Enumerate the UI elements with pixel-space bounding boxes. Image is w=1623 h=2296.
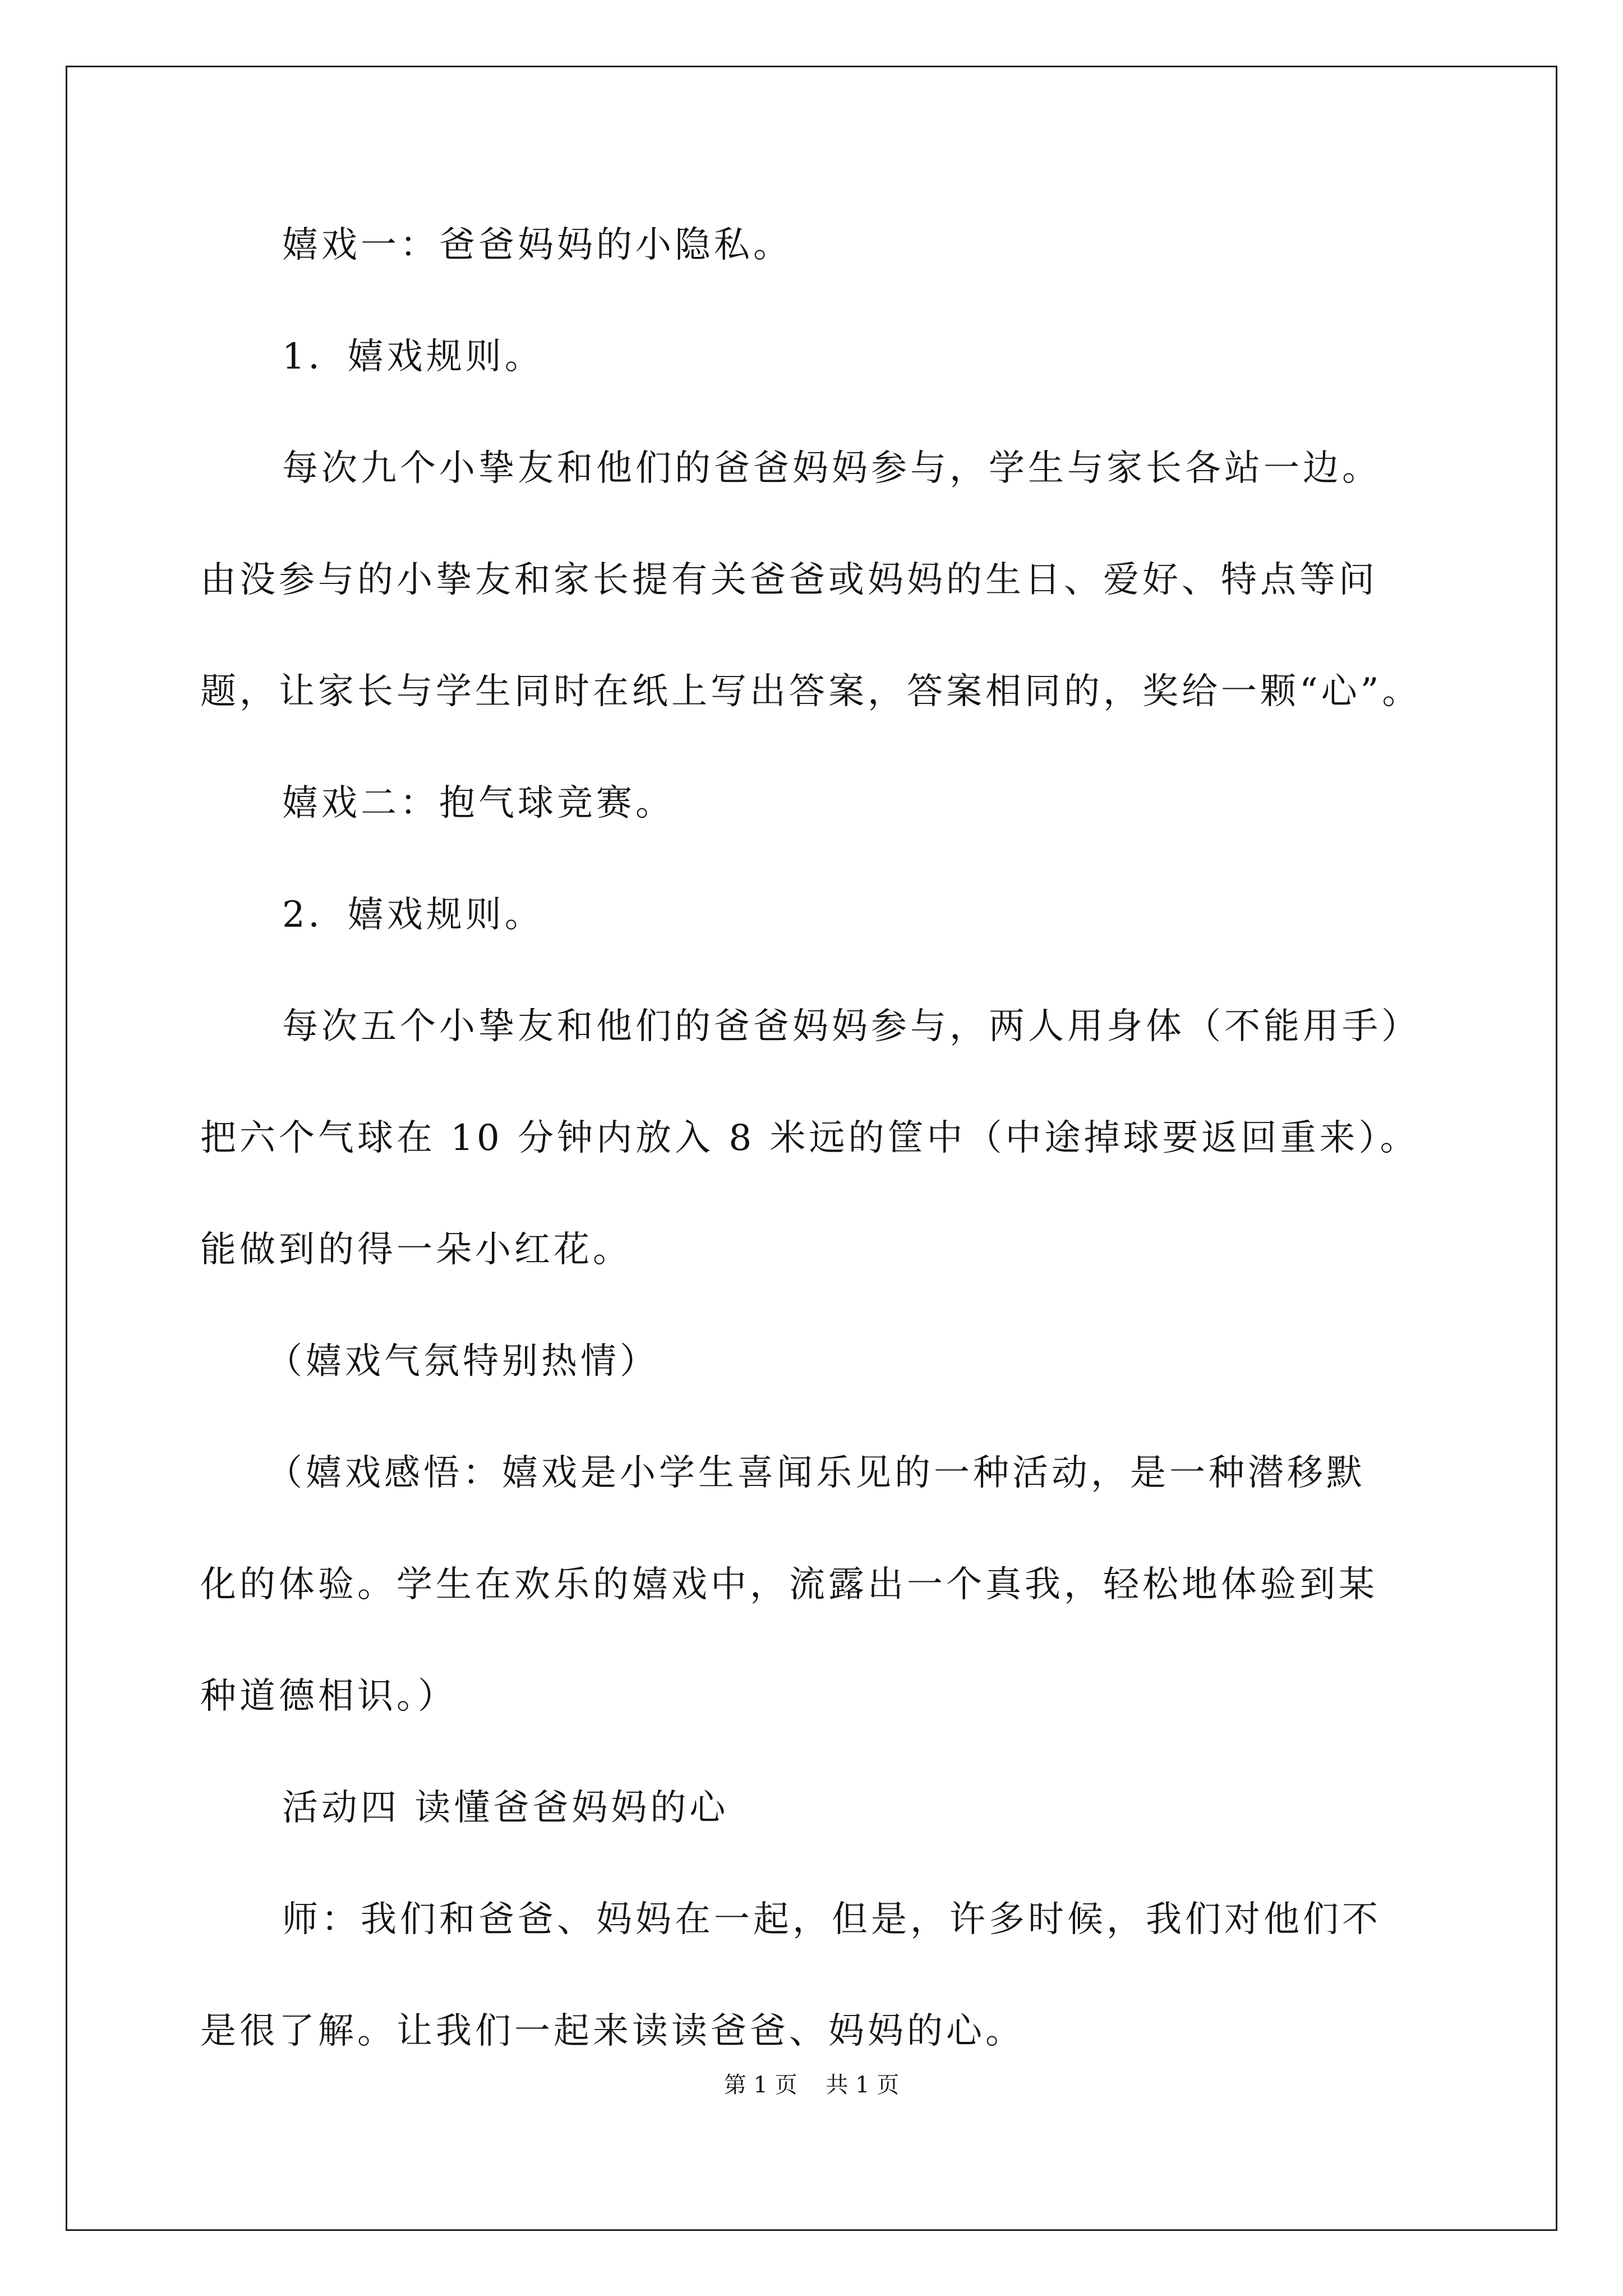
paragraph-line: 能做到的得一朵小红花。 <box>200 1229 632 1271</box>
paragraph-line: 是很了解。让我们一起来读读爸爸、妈妈的心。 <box>200 2010 1025 2052</box>
paragraph-line: 题，让家长与学生同时在纸上写出答案，答案相同的，奖给一颗“心”。 <box>200 671 1422 712</box>
paragraph-line: 每次九个小挚友和他们的爸爸妈妈参与，学生与家长各站一边。 <box>282 448 1381 489</box>
paragraph-line: 种道德相识。） <box>200 1676 457 1717</box>
paragraph-line: 化的体验。学生在欢乐的嬉戏中，流露出一个真我，轻松地体验到某 <box>200 1564 1378 1605</box>
rules-heading-1: 1．嬉戏规则。 <box>282 336 544 378</box>
game-one-heading: 嬉戏一：爸爸妈妈的小隐私。 <box>282 224 792 266</box>
page-footer: 第 1 页 共 1 页 <box>723 2072 900 2098</box>
paragraph-line: 每次五个小挚友和他们的爸爸妈妈参与，两人用身体（不能用手） <box>282 1006 1421 1047</box>
paragraph-line: 把六个气球在 10 分钟内放入 8 米远的筐中（中途掉球要返回重来）。 <box>200 1117 1419 1159</box>
atmosphere-note: （嬉戏气氛特别热情） <box>266 1341 659 1382</box>
activity-four-heading: 活动四 读懂爸爸妈妈的心 <box>282 1787 729 1829</box>
paragraph-line: 师：我们和爸爸、妈妈在一起，但是，许多时候，我们对他们不 <box>282 1899 1381 1940</box>
paragraph-line: （嬉戏感悟：嬉戏是小学生喜闻乐见的一种活动，是一种潜移默 <box>266 1452 1366 1494</box>
game-two-heading: 嬉戏二：抱气球竞赛。 <box>282 783 675 824</box>
paragraph-line: 由没参与的小挚友和家长提有关爸爸或妈妈的生日、爱好、特点等问 <box>200 559 1378 601</box>
rules-heading-2: 2．嬉戏规则。 <box>282 894 544 936</box>
